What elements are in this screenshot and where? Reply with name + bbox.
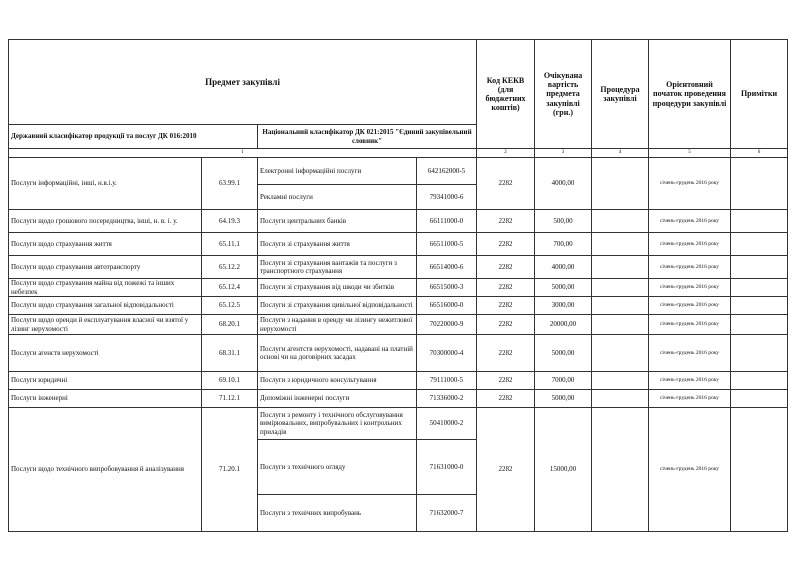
service-name: Послуги щодо страхування майна від пожежі та інших небезпек	[9, 279, 202, 297]
start-period: січень-грудень 2016 року	[649, 158, 731, 210]
dk021-item-name: Послуги зі страхування життя	[258, 233, 417, 256]
dk021-item-name: Послуги агентств нерухомості, надавані на платній основі чи на договірних засадах	[258, 335, 417, 372]
notes-cell	[731, 233, 788, 256]
notes-cell	[731, 335, 788, 372]
expected-cost: 20000,00	[535, 315, 592, 335]
dk021-item-name: Послуги з технічного огляду	[258, 440, 417, 495]
start-period: січень-грудень 2016 року	[649, 233, 731, 256]
kekv-code: 2282	[477, 210, 535, 233]
kekv-code: 2282	[477, 279, 535, 297]
procedure-cell	[592, 390, 649, 408]
dk021-item-code: 66111000-0	[417, 210, 477, 233]
dk021-item-code: 71632000-7	[417, 495, 477, 532]
notes-cell	[731, 408, 788, 532]
dk021-item-name: Послуги зі страхування вантажів та послуги з транспортного страхування	[258, 256, 417, 279]
cost-header: Очікувана вартість предмета закупівлі (грн.)	[535, 40, 592, 149]
procedure-cell	[592, 233, 649, 256]
dk021-item-name: Послуги з надання в оренду чи лізингу нежитлової нерухомості	[258, 315, 417, 335]
start-period: січень-грудень 2016 року	[649, 279, 731, 297]
kekv-code: 2282	[477, 390, 535, 408]
dk021-item-code: 66515000-3	[417, 279, 477, 297]
procedure-cell	[592, 297, 649, 315]
dk021-item-code: 71336000-2	[417, 390, 477, 408]
dk021-item-name: Послуги з юридичного консультування	[258, 372, 417, 390]
dk021-item-name: Електронні інформаційні послуги	[258, 158, 417, 185]
expected-cost: 7000,00	[535, 372, 592, 390]
dk016-code: 63.99.1	[202, 158, 258, 210]
col-number-4: 4	[592, 149, 649, 158]
procedure-header: Процедура закупівлі	[592, 40, 649, 149]
service-name: Послуги щодо оренди й експлуатування власної чи взятої у лізинг нерухомості	[9, 315, 202, 335]
procedure-cell	[592, 372, 649, 390]
dk021-item-name: Послуги зі страхування від шкоди чи збитків	[258, 279, 417, 297]
kekv-code: 2282	[477, 233, 535, 256]
procedure-cell	[592, 408, 649, 532]
col-number-6: 6	[731, 149, 788, 158]
service-name: Послуги щодо страхування життя	[9, 233, 202, 256]
table-row	[9, 408, 788, 440]
dk021-item-code: 66516000-0	[417, 297, 477, 315]
expected-cost: 500,00	[535, 210, 592, 233]
dk021-header: Національний класифікатор ДК 021:2015 "Єдиний закупівельний словник"	[258, 125, 477, 149]
table-row	[9, 158, 788, 185]
service-name: Послуги агенств нерухомості	[9, 335, 202, 372]
dk021-item-name: Послуги з ремонту і технічного обслуговування вимірювальних, випробувальних і контрольних приладів	[258, 408, 417, 440]
notes-cell	[731, 158, 788, 210]
dk016-code: 68.31.1	[202, 335, 258, 372]
dk021-item-code: 66511000-5	[417, 233, 477, 256]
table-row	[9, 372, 788, 390]
service-name: Послуги щодо грошового посередництва, інші, н. в. і. у.	[9, 210, 202, 233]
table-row	[9, 233, 788, 256]
procedure-cell	[592, 210, 649, 233]
start-header: Орієнтовний початок проведення процедури закупівлі	[649, 40, 731, 149]
dk021-item-code: 79341000-6	[417, 185, 477, 210]
service-name: Послуги щодо страхування автотранспорту	[9, 256, 202, 279]
dk016-code: 71.20.1	[202, 408, 258, 532]
start-period: січень-грудень 2016 року	[649, 408, 731, 532]
kekv-code: 2282	[477, 256, 535, 279]
expected-cost: 3000,00	[535, 297, 592, 315]
service-name: Послуги інформаційні, інші, н.в.і.у.	[9, 158, 202, 210]
table-row	[9, 210, 788, 233]
dk016-code: 64.19.3	[202, 210, 258, 233]
dk016-code: 65.12.2	[202, 256, 258, 279]
dk016-code: 65.12.4	[202, 279, 258, 297]
notes-cell	[731, 315, 788, 335]
start-period: січень-грудень 2016 року	[649, 210, 731, 233]
start-period: січень-грудень 2016 року	[649, 315, 731, 335]
dk021-item-code: 79111000-5	[417, 372, 477, 390]
kekv-code: 2282	[477, 297, 535, 315]
col-number-1: 1	[9, 149, 477, 158]
expected-cost: 5000,00	[535, 279, 592, 297]
procedure-cell	[592, 158, 649, 210]
expected-cost: 4000,00	[535, 158, 592, 210]
notes-cell	[731, 256, 788, 279]
dk021-item-name: Допоміжні інженерні послуги	[258, 390, 417, 408]
dk021-item-code: 642162000-5	[417, 158, 477, 185]
table-row	[9, 279, 788, 297]
notes-cell	[731, 210, 788, 233]
dk021-item-name: Послуги з технічних випробувань	[258, 495, 417, 532]
expected-cost: 5000,00	[535, 390, 592, 408]
service-name: Послуги щодо технічного випробовування й аналізування	[9, 408, 202, 532]
procurement-table	[8, 39, 788, 532]
subject-header: Предмет закупівлі	[9, 40, 477, 125]
dk021-item-name: Послуги центральних банків	[258, 210, 417, 233]
dk016-code: 69.10.1	[202, 372, 258, 390]
start-period: січень-грудень 2016 року	[649, 390, 731, 408]
dk021-item-code: 66514000-6	[417, 256, 477, 279]
dk016-code: 65.11.1	[202, 233, 258, 256]
expected-cost: 5000,00	[535, 335, 592, 372]
dk021-item-code: 71631000-0	[417, 440, 477, 495]
table-row	[9, 256, 788, 279]
notes-cell	[731, 390, 788, 408]
notes-cell	[731, 279, 788, 297]
dk021-item-name: Рекламні послуги	[258, 185, 417, 210]
start-period: січень-грудень 2016 року	[649, 297, 731, 315]
col-number-3: 3	[535, 149, 592, 158]
dk016-header: Державний класифікатор продукції та послуг ДК 016:2010	[9, 125, 258, 149]
procedure-cell	[592, 335, 649, 372]
start-period: січень-грудень 2016 року	[649, 372, 731, 390]
table-row	[9, 390, 788, 408]
kekv-header: Код КЕКВ (для бюджетних коштів)	[477, 40, 535, 149]
dk016-code: 68.20.1	[202, 315, 258, 335]
kekv-code: 2282	[477, 372, 535, 390]
start-period: січень-грудень 2016 року	[649, 335, 731, 372]
start-period: січень-грудень 2016 року	[649, 256, 731, 279]
col-number-2: 2	[477, 149, 535, 158]
service-name: Послуги щодо страхування загальної відповідальності	[9, 297, 202, 315]
kekv-code: 2282	[477, 408, 535, 532]
dk016-code: 65.12.5	[202, 297, 258, 315]
service-name: Послуги юридичні	[9, 372, 202, 390]
procedure-cell	[592, 256, 649, 279]
kekv-code: 2282	[477, 315, 535, 335]
notes-cell	[731, 372, 788, 390]
table-row	[9, 297, 788, 315]
dk021-item-code: 50410000-2	[417, 408, 477, 440]
col-number-5: 5	[649, 149, 731, 158]
dk016-code: 71.12.1	[202, 390, 258, 408]
table-row	[9, 315, 788, 335]
notes-header: Примітки	[731, 40, 788, 149]
kekv-code: 2282	[477, 158, 535, 210]
service-name: Послуги інженерні	[9, 390, 202, 408]
dk021-item-code: 70300000-4	[417, 335, 477, 372]
kekv-code: 2282	[477, 335, 535, 372]
expected-cost: 15000,00	[535, 408, 592, 532]
dk021-item-code: 70220000-9	[417, 315, 477, 335]
expected-cost: 4000,00	[535, 256, 592, 279]
notes-cell	[731, 297, 788, 315]
procedure-cell	[592, 315, 649, 335]
dk021-item-name: Послуги зі страхування цивільної відповідальності	[258, 297, 417, 315]
table-row	[9, 335, 788, 372]
expected-cost: 700,00	[535, 233, 592, 256]
procedure-cell	[592, 279, 649, 297]
